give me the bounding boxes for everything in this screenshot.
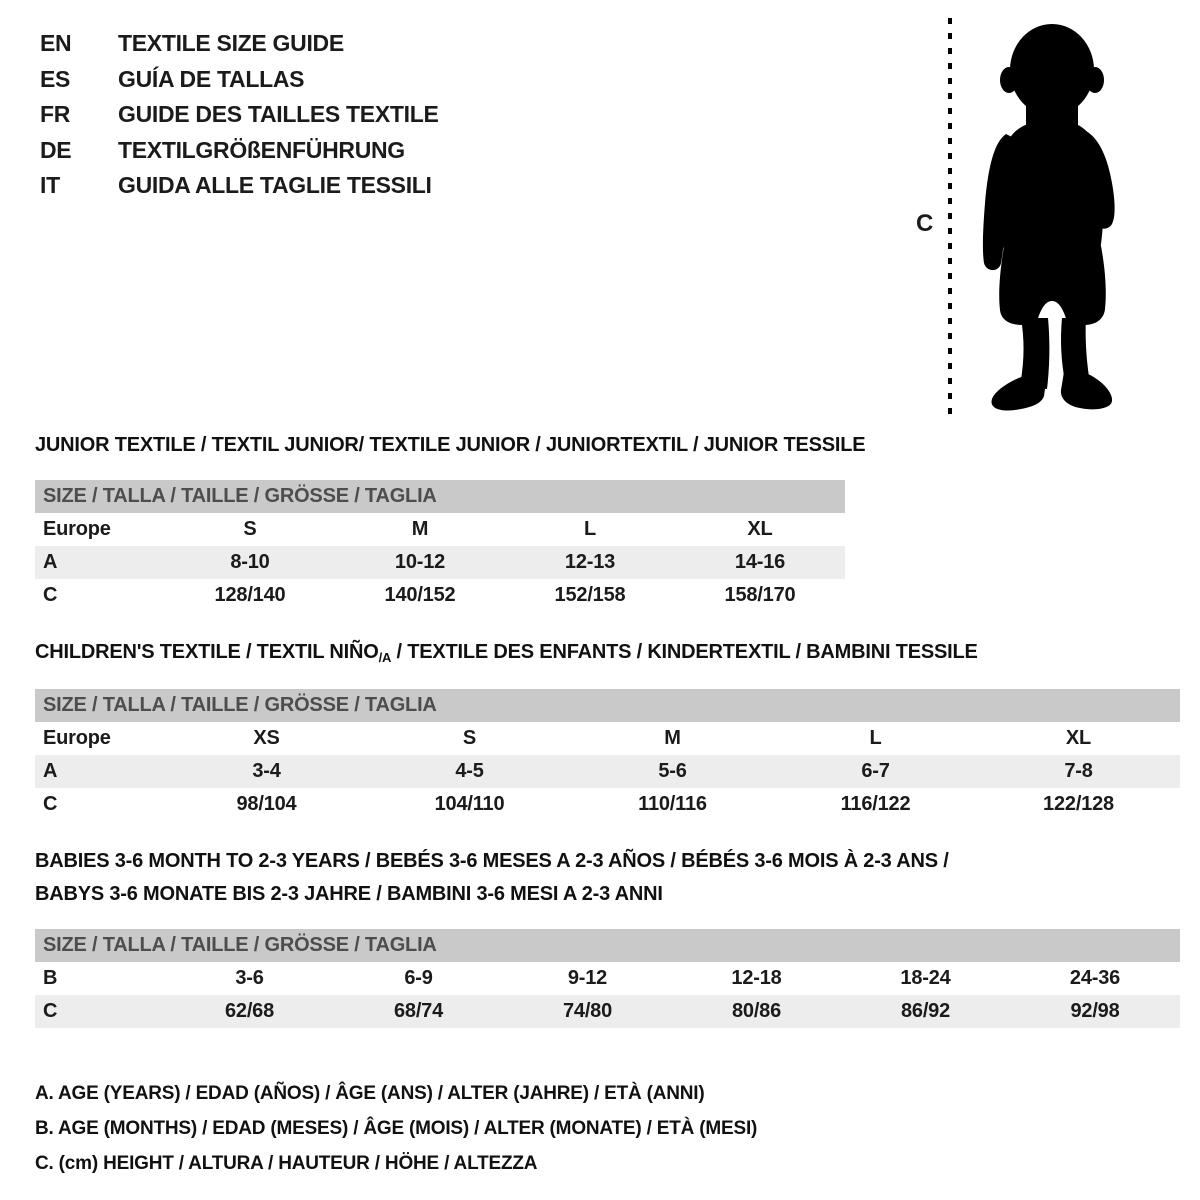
header-cell: XL bbox=[747, 518, 773, 540]
value-cell: 128/140 bbox=[214, 584, 286, 606]
value-cell: 4-5 bbox=[455, 760, 484, 782]
value-cell: 122/128 bbox=[1043, 793, 1114, 815]
children-section-title bbox=[35, 639, 1180, 667]
value-cell: 8-10 bbox=[230, 551, 270, 573]
height-measure-figure bbox=[900, 10, 1160, 422]
measurement-legend bbox=[35, 1076, 1180, 1181]
junior-size-table bbox=[35, 513, 845, 612]
language-code: DE bbox=[40, 136, 72, 163]
value-cell: 12-13 bbox=[564, 551, 616, 573]
babies-size-table bbox=[35, 962, 1180, 1028]
junior-size-header-bar: SIZE / TALLA / TAILLE / GRÖSSE / TAGLIA bbox=[35, 480, 845, 513]
value-cell: 3-6 bbox=[235, 967, 264, 989]
row-label-cell: C bbox=[43, 793, 58, 815]
toddler-silhouette-icon bbox=[960, 18, 1140, 418]
value-cell: 110/116 bbox=[638, 793, 707, 815]
header-cell: S bbox=[462, 727, 477, 749]
measure-c-label: C bbox=[916, 210, 934, 237]
row-label-cell: A bbox=[43, 551, 58, 573]
header-cell: XL bbox=[1065, 727, 1092, 749]
value-cell: 140/152 bbox=[384, 584, 456, 606]
size-tables-content bbox=[35, 432, 1180, 1181]
value-cell: 24-36 bbox=[1069, 967, 1121, 989]
value-cell: 3-4 bbox=[252, 760, 281, 782]
junior-textile-section bbox=[35, 432, 1180, 612]
row-label-cell: B bbox=[43, 967, 58, 989]
row-label-cell: C bbox=[43, 1000, 58, 1022]
guide-title-es: GUÍA DE TALLAS bbox=[118, 65, 305, 92]
value-cell: 74/80 bbox=[562, 1000, 613, 1022]
header-cell: XS bbox=[253, 727, 280, 749]
row-label-cell: A bbox=[43, 760, 58, 782]
language-row-fr bbox=[40, 97, 439, 133]
legend-line-b: B. AGE (MONTHS) / EDAD (MESES) / ÂGE (MOIS) / ALTER (MONATE) / ETÀ (MESI) bbox=[35, 1118, 758, 1139]
table-row-height bbox=[35, 995, 1180, 1028]
value-cell: 80/86 bbox=[731, 1000, 782, 1022]
babies-section-title-line2: BABYS 3-6 MONATE BIS 2-3 JAHRE / BAMBINI 3-6 MESI A 2-3 ANNI bbox=[35, 883, 663, 905]
value-cell: 92/98 bbox=[1070, 1000, 1120, 1022]
table-row-age bbox=[35, 546, 845, 579]
children-size-table bbox=[35, 722, 1180, 821]
legend-line-c: C. (cm) HEIGHT / ALTURA / HAUTEUR / HÖHE / ALTEZZA bbox=[35, 1153, 538, 1174]
language-row-en bbox=[40, 26, 439, 62]
babies-section-title-line1: BABIES 3-6 MONTH TO 2-3 YEARS / BEBÉS 3-6 MESES A 2-3 AÑOS / BÉBÉS 3-6 MOIS À 2-3 ANS / bbox=[35, 850, 949, 872]
language-row-it bbox=[40, 168, 439, 204]
header-cell: M bbox=[664, 727, 681, 749]
table-row-age-months bbox=[35, 962, 1180, 995]
value-cell: 62/68 bbox=[224, 1000, 275, 1022]
babies-size-header-bar: SIZE / TALLA / TAILLE / GRÖSSE / TAGLIA bbox=[35, 929, 1180, 962]
value-cell: 152/158 bbox=[554, 584, 626, 606]
table-row-age bbox=[35, 755, 1180, 788]
children-textile-section bbox=[35, 639, 1180, 821]
babies-textile-section bbox=[35, 848, 1180, 1028]
value-cell: 86/92 bbox=[900, 1000, 951, 1022]
height-dashed-line bbox=[948, 18, 952, 416]
value-cell: 5-6 bbox=[658, 760, 687, 782]
language-row-de bbox=[40, 133, 439, 169]
table-row-europe bbox=[35, 513, 845, 546]
table-row-height bbox=[35, 579, 845, 612]
guide-title-it: GUIDA ALLE TAGLIE TESSILI bbox=[118, 172, 432, 198]
header-cell: L bbox=[583, 518, 597, 540]
language-code: IT bbox=[40, 172, 60, 198]
language-code: FR bbox=[40, 101, 71, 127]
junior-section-title: JUNIOR TEXTILE / TEXTIL JUNIOR/ TEXTILE JUNIOR / JUNIORTEXTIL / JUNIOR TESSILE bbox=[35, 434, 866, 456]
guide-title-en: TEXTILE SIZE GUIDE bbox=[118, 30, 344, 56]
children-title-main: CHILDREN'S TEXTILE / TEXTIL NIÑO bbox=[35, 641, 379, 663]
row-label-cell: Europe bbox=[43, 727, 111, 749]
children-title-rest: / TEXTILE DES ENFANTS / KINDERTEXTIL / BAMBINI TESSILE bbox=[391, 641, 978, 663]
children-title-subscript: /A bbox=[378, 650, 392, 665]
value-cell: 10-12 bbox=[394, 551, 446, 573]
header-cell: L bbox=[869, 727, 882, 749]
table-row-europe bbox=[35, 722, 1180, 755]
value-cell: 104/110 bbox=[434, 793, 505, 815]
value-cell: 14-16 bbox=[734, 551, 786, 573]
legend-line-a: A. AGE (YEARS) / EDAD (AÑOS) / ÂGE (ANS) / ALTER (JAHRE) / ETÀ (ANNI) bbox=[35, 1083, 705, 1104]
value-cell: 98/104 bbox=[236, 793, 297, 815]
value-cell: 9-12 bbox=[567, 967, 608, 989]
value-cell: 158/170 bbox=[724, 584, 796, 606]
value-cell: 6-7 bbox=[861, 760, 890, 782]
language-code: EN bbox=[40, 30, 72, 56]
value-cell: 68/74 bbox=[393, 1000, 444, 1022]
row-label-cell: Europe bbox=[43, 518, 111, 540]
value-cell: 6-9 bbox=[404, 967, 433, 989]
row-label-cell: C bbox=[43, 584, 58, 606]
table-row-height bbox=[35, 788, 1180, 821]
language-code: ES bbox=[40, 65, 71, 92]
value-cell: 18-24 bbox=[900, 967, 951, 989]
value-cell: 116/122 bbox=[840, 793, 911, 815]
guide-title-de: TEXTILGRÖßENFÜHRUNG bbox=[118, 136, 405, 163]
value-cell: 7-8 bbox=[1064, 760, 1093, 782]
language-row-es bbox=[40, 62, 439, 98]
header-cell: M bbox=[411, 518, 429, 540]
guide-title-fr: GUIDE DES TAILLES TEXTILE bbox=[118, 101, 439, 127]
children-size-header-bar: SIZE / TALLA / TAILLE / GRÖSSE / TAGLIA bbox=[35, 689, 1180, 722]
header-cell: S bbox=[243, 518, 257, 540]
language-title-list bbox=[40, 26, 439, 204]
value-cell: 12-18 bbox=[731, 967, 782, 989]
